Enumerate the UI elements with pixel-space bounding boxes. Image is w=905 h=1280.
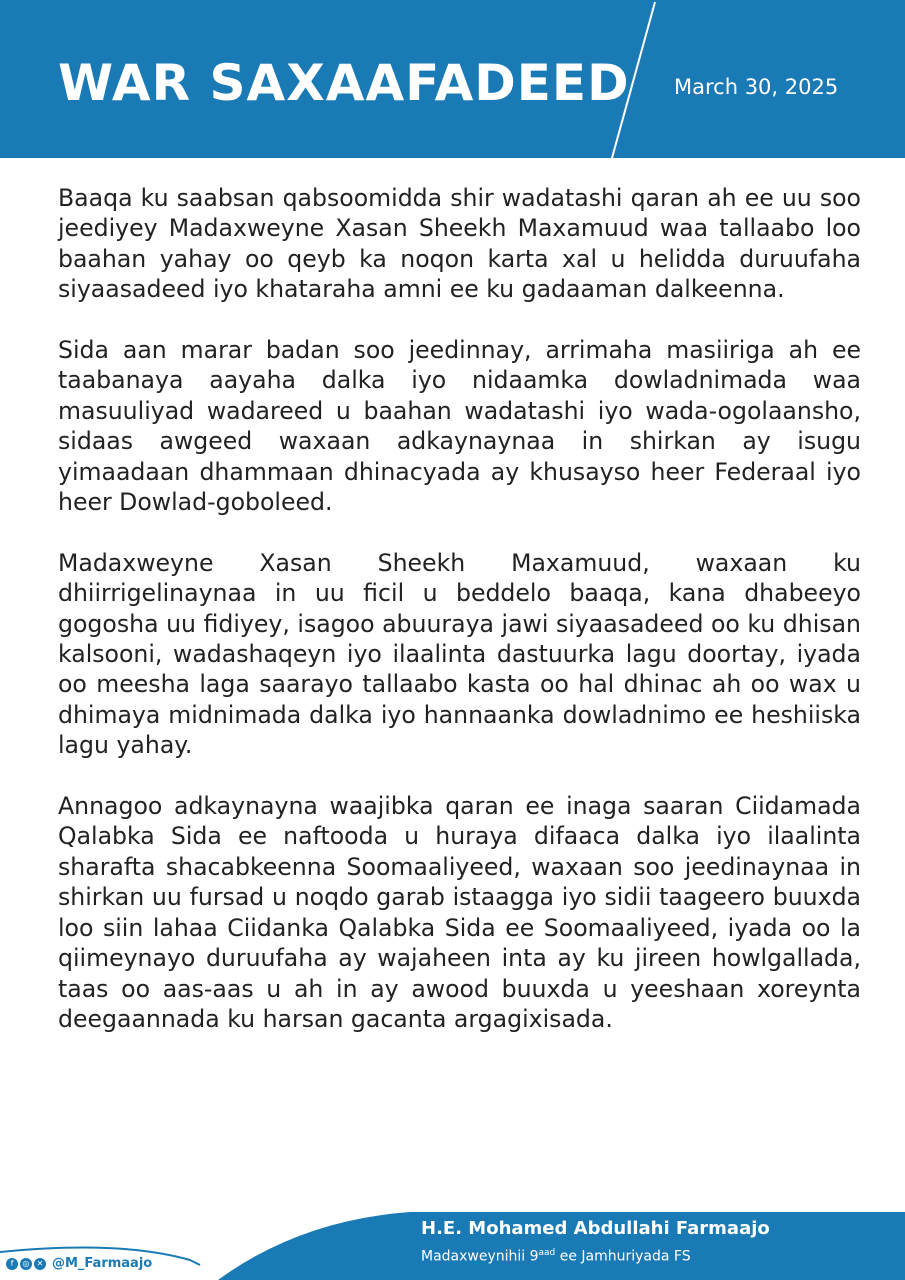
paragraph-2: Sida aan marar badan soo jeedinnay, arrimaha masiiriga ah ee taabanaya aayaha dalka iyo nidaamka dowladnimada waa masuuliyad wadareed u baahan wadatashi iyo wada-ogolaansho, sidaas awgeed waxaan adkaynaynaa in shirkan ay isugu yimaadaan dhammaan dhinacyada ay khusayso heer Federaal iyo heer Dowlad-goboleed.: [58, 336, 861, 517]
x-icon[interactable]: ✕: [34, 1258, 46, 1270]
social-handle[interactable]: @M_Farmaajo: [52, 1256, 153, 1271]
instagram-icon[interactable]: ◎: [20, 1258, 32, 1270]
social-links: [6, 1256, 152, 1271]
signatory-title: [421, 1248, 691, 1265]
facebook-icon[interactable]: f: [6, 1258, 18, 1270]
role-suffix: ee Jamhuriyada FS: [555, 1248, 691, 1265]
role-ordinal: aad: [538, 1248, 556, 1258]
signatory-name: H.E. Mohamed Abdullahi Farmaajo: [421, 1218, 770, 1239]
role-prefix: Madaxweynihii 9: [421, 1248, 539, 1265]
statement-body: [58, 183, 861, 1065]
paragraph-1: Baaqa ku saabsan qabsoomidda shir wadatashi qaran ah ee uu soo jeediyey Madaxweyne Xasan Sheekh Maxamuud waa tallaabo loo baahan yahay oo qeyb ka noqon karta xal u helidda duruufaha siyaasadeed iyo khataraha amni ee ku gadaaman dalkeenna.: [58, 184, 861, 304]
paragraph-4: Annagoo adkaynayna waajibka qaran ee inaga saaran Ciidamada Qalabka Sida ee naftooda u huraya difaaca dalka iyo ilaalinta sharafta shacabkeenna Soomaaliyeed, waxaan soo jeedinaynaa in shirkan uu fursad u noqdo garab istaagga iyo sidii taageero buuxda loo siin lahaa Ciidanka Qalabka Sida ee Soomaaliyeed, iyada oo la qiimeynayo duruufaha ay wajaheen inta ay ku jireen howlgallada, taas oo aas-aas u ah in ay awood buuxda u yeeshaan xoreynta deegaannada ku harsan gacanta argagixisada.: [58, 792, 861, 1033]
release-date: March 30, 2025: [674, 75, 839, 99]
page-title: WAR SAXAAFADEED: [58, 54, 630, 112]
paragraph-3: Madaxweyne Xasan Sheekh Maxamuud, waxaan ku dhiirrigelinaynaa in uu ficil u beddelo baaqa, kana dhabeeyo gogosha uu fidiyey, isagoo abuuraya jawi siyaasadeed oo ku dhisan kalsooni, wadashaqeyn iyo ilaalinta dastuurka lagu doortay, iyada oo meesha laga saarayo tallaabo kasta oo hal dhinac ah oo wax u dhimaya midnimada dalka iyo hannaanka dowladnimo ee heshiiska lagu yahay.: [58, 548, 861, 760]
